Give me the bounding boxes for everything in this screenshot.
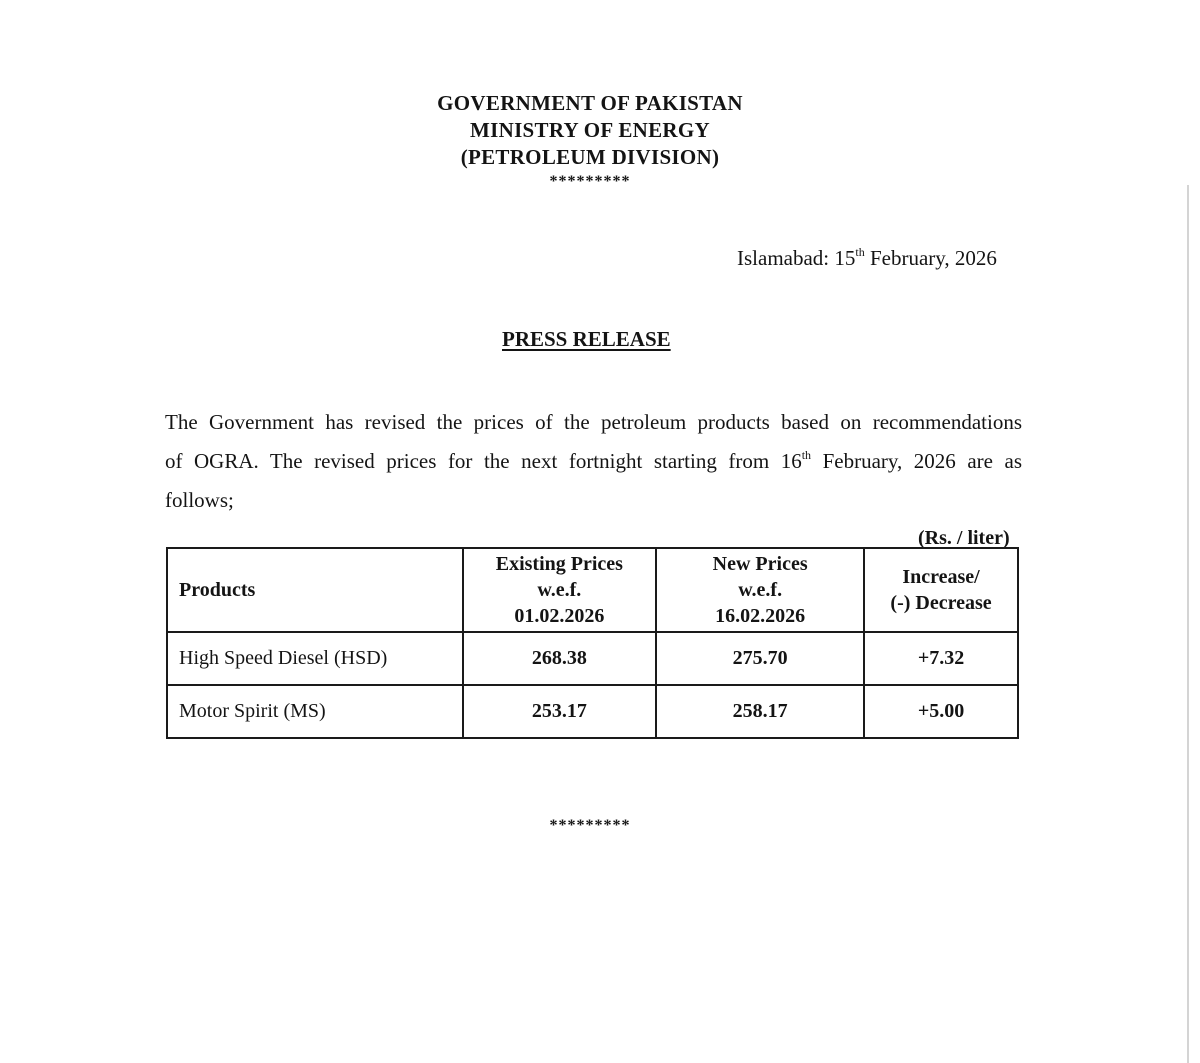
existing-price-hsd: 268.38 (463, 632, 657, 685)
new-price-ms: 258.17 (656, 685, 864, 738)
body-line-1: The Government has revised the prices of the petroleum products based on recommendations (165, 410, 1022, 434)
price-table (166, 547, 1019, 739)
table-row (167, 632, 1018, 685)
header-change-line-2: (-) Decrease (890, 592, 992, 614)
header-existing-line-3: 01.02.2026 (514, 605, 605, 627)
header-division: (PETROLEUM DIVISION) (460, 145, 720, 169)
dateline-prefix: Islamabad: 15 (737, 246, 856, 270)
document-header (390, 90, 790, 171)
body-paragraph (165, 403, 1022, 520)
header-existing-prices (463, 548, 657, 632)
body-line-2-start: of OGRA. The revised prices for the next fortnight starting from 16 (165, 449, 802, 473)
price-change-hsd: +7.32 (864, 632, 1018, 685)
header-new-line-3: 16.02.2026 (715, 605, 806, 627)
page-edge-divider (1187, 185, 1189, 1063)
price-unit-label: (Rs. / liter) (918, 527, 1010, 549)
product-name-hsd: High Speed Diesel (HSD) (167, 632, 463, 685)
product-name-ms: Motor Spirit (MS) (167, 685, 463, 738)
price-change-ms: +5.00 (864, 685, 1018, 738)
header-new-line-1: New Prices (712, 553, 808, 575)
header-existing-line-2: w.e.f. (537, 579, 582, 601)
body-line-2-ordinal: th (801, 448, 812, 462)
new-price-hsd: 275.70 (656, 632, 864, 685)
table-row (167, 685, 1018, 738)
header-ministry: MINISTRY OF ENERGY (470, 118, 710, 142)
dateline (737, 246, 997, 271)
header-change (864, 548, 1018, 632)
footer-separator: ********* (549, 817, 631, 834)
existing-price-ms: 253.17 (463, 685, 657, 738)
dateline-rest: February, 2026 (864, 246, 997, 270)
header-new-line-2: w.e.f. (738, 579, 783, 601)
header-change-line-1: Increase/ (902, 566, 980, 588)
body-line-2-end: February, 2026 are as (811, 449, 1022, 473)
header-products: Products (167, 548, 463, 632)
body-line-3: follows; (165, 488, 234, 512)
header-new-prices (656, 548, 864, 632)
document-title: PRESS RELEASE (502, 327, 671, 351)
dateline-ordinal: th (855, 245, 865, 259)
header-existing-line-1: Existing Prices (495, 553, 623, 575)
header-government: GOVERNMENT OF PAKISTAN (437, 91, 743, 115)
header-separator: ********* (549, 173, 631, 190)
body-line-2 (165, 442, 1022, 481)
table-header-row (167, 548, 1018, 632)
